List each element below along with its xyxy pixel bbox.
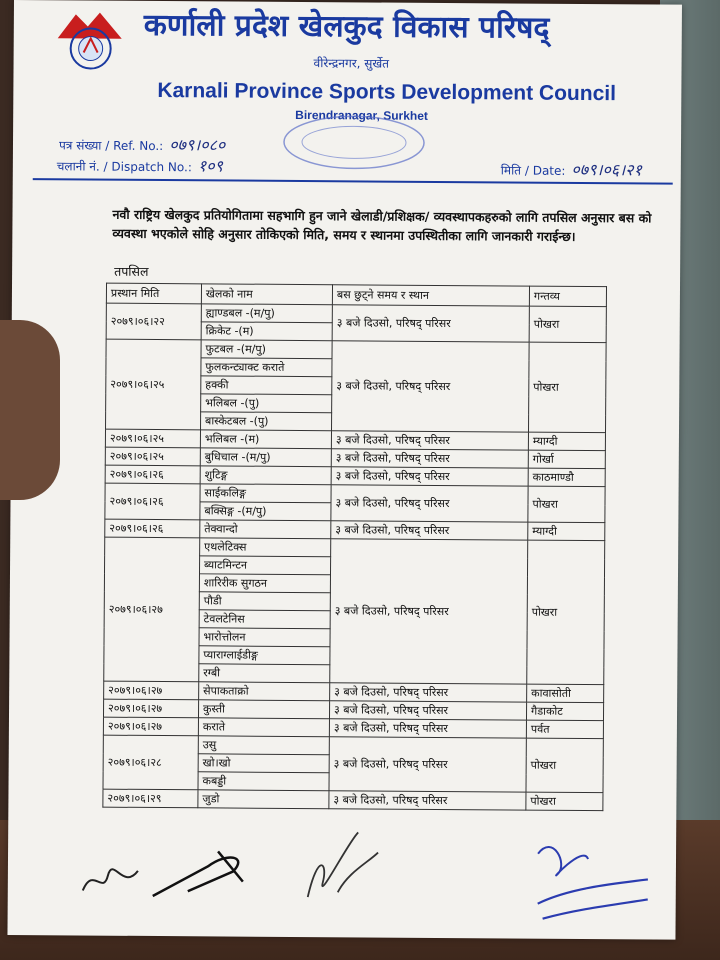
signature-1 xyxy=(78,860,148,900)
cell-sport-name: क्रिकेट -(म) xyxy=(201,322,332,341)
cell-bus-time-place: ३ बजे दिउसो, परिषद् परिसर xyxy=(329,719,526,738)
letter-date xyxy=(501,157,642,180)
council-title-nepali: कर्णाली प्रदेश खेलकुद विकास परिषद् xyxy=(143,7,550,46)
cell-bus-time-place: ३ बजे दिउसो, परिषद् परिसर xyxy=(330,683,527,702)
ref-label: पत्र संख्या / Ref. No.: xyxy=(58,138,164,154)
cell-sport-name: भारोत्तोलन xyxy=(199,628,330,647)
council-logo xyxy=(47,8,133,73)
cell-bus-time-place: ३ बजे दिउसो, परिषद् परिसर xyxy=(329,701,526,720)
cell-destination: पोखरा xyxy=(528,486,605,523)
cell-bus-time-place: ३ बजे दिउसो, परिषद् परिसर xyxy=(329,737,526,792)
cell-sport-name: कबड्डी xyxy=(198,772,329,791)
cell-sport-name: शुटिङ्ग xyxy=(200,466,331,485)
table-row xyxy=(106,339,606,360)
document-paper xyxy=(7,0,682,940)
cell-departure-date: २०७९।०६।२६ xyxy=(105,483,200,520)
holding-thumb xyxy=(0,320,60,500)
cell-bus-time-place: ३ बजे दिउसो, परिषद् परिसर xyxy=(331,431,528,450)
cell-departure-date: २०७९।०६।२७ xyxy=(103,699,198,718)
cell-departure-date: २०७९।०६।२८ xyxy=(103,735,198,790)
cell-bus-time-place: ३ बजे दिउसो, परिषद् परिसर xyxy=(331,485,528,522)
col-sport-name: खेलको नाम xyxy=(201,284,332,305)
cell-sport-name: बुधिचाल -(म/पु) xyxy=(200,448,331,467)
cell-destination: गोर्खा xyxy=(528,450,605,469)
table-row xyxy=(105,483,605,504)
cell-destination: पोखरा xyxy=(526,738,603,793)
cell-departure-date: २०७९।०६।२७ xyxy=(104,681,199,700)
cell-sport-name: उसु xyxy=(198,736,329,755)
cell-departure-date: २०७९।०६।२५ xyxy=(105,429,200,448)
cell-departure-date: २०७९।०६।२७ xyxy=(103,717,198,736)
cell-departure-date: २०७९।०६।२७ xyxy=(104,537,200,682)
cell-departure-date: २०७९।०६।२२ xyxy=(106,303,201,340)
ref-value: ०७९।०८० xyxy=(169,137,226,155)
col-destination: गन्तव्य xyxy=(529,286,606,307)
council-place-english: Birendranagar, Surkhet xyxy=(295,107,428,123)
cell-departure-date: २०७९।०६।२५ xyxy=(105,447,200,466)
table-row xyxy=(103,789,603,810)
cell-sport-name: खो।खो xyxy=(198,754,329,773)
bus-schedule-table xyxy=(102,283,607,811)
cell-destination: काठमाण्डौ xyxy=(528,468,605,487)
cell-bus-time-place: ३ बजे दिउसो, परिषद् परिसर xyxy=(330,539,528,684)
cell-bus-time-place: ३ बजे दिउसो, परिषद् परिसर xyxy=(331,467,528,486)
cell-departure-date: २०७९।०६।२५ xyxy=(106,339,202,430)
signature-and-seal-4 xyxy=(528,834,659,925)
cell-sport-name: कराते xyxy=(198,718,329,737)
cell-departure-date: २०७९।०६।२६ xyxy=(105,465,200,484)
table-row xyxy=(105,537,605,558)
cell-departure-date: २०७९।०६।२९ xyxy=(103,789,198,808)
cell-sport-name: फुटबल -(म/पु) xyxy=(201,340,332,359)
cell-destination: पोखरा xyxy=(527,540,605,685)
table-row xyxy=(103,735,603,756)
cell-departure-date: २०७९।०६।२६ xyxy=(105,519,200,538)
cell-destination: म्याग्दी xyxy=(528,432,605,451)
cell-sport-name: ह्याण्डबल -(म/पु) xyxy=(201,304,332,323)
col-departure-date: प्रस्थान मिति xyxy=(106,283,201,304)
reference-number xyxy=(59,132,225,155)
date-value: ०७९।०६।२१ xyxy=(571,161,642,180)
cell-sport-name: टेवलटेनिस xyxy=(199,610,330,629)
cell-sport-name: साईकलिङ्ग xyxy=(200,484,331,503)
official-stamp xyxy=(279,112,429,173)
cell-sport-name: सेपाकताक्रो xyxy=(199,682,330,701)
cell-destination: पर्वत xyxy=(526,720,603,739)
cell-destination: कावासोती xyxy=(527,684,604,703)
cell-sport-name: बास्केटबल -(पु) xyxy=(201,412,332,431)
council-place-nepali: वीरेन्द्रनगर, सुर्खेत xyxy=(313,56,390,71)
details-heading: तपसिल xyxy=(114,263,149,279)
cell-sport-name: बक्सिङ्ग -(म/पु) xyxy=(200,502,331,521)
cell-sport-name: फुलकन्ट्याक्ट कराते xyxy=(201,358,332,377)
col-bus-time-place: बस छुट्ने समय र स्थान xyxy=(332,285,529,306)
cell-bus-time-place: ३ बजे दिउसो, परिषद् परिसर xyxy=(332,305,529,342)
cell-sport-name: शारिरीक सुगठन xyxy=(199,574,330,593)
cell-sport-name: भलिबल -(म) xyxy=(200,430,331,449)
date-label: मिति / Date: xyxy=(500,163,566,178)
cell-sport-name: एथलेटिक्स xyxy=(200,538,331,557)
cell-destination: म्याग्दी xyxy=(528,522,605,541)
cell-sport-name: हक्की xyxy=(201,376,332,395)
cell-sport-name: प्याराग्लाईडीङ्ग xyxy=(199,646,330,665)
cell-destination: गैडाकोट xyxy=(526,702,603,721)
cell-destination: पोखरा xyxy=(526,792,603,811)
cell-destination: पोखरा xyxy=(529,306,606,343)
cell-sport-name: भलिबल -(पु) xyxy=(201,394,332,413)
signature-2 xyxy=(148,841,258,902)
table-body xyxy=(103,303,607,810)
council-title-english: Karnali Province Sports Development Council xyxy=(157,79,617,106)
dispatch-number xyxy=(57,153,223,176)
cell-sport-name: रग्बी xyxy=(199,664,330,683)
dispatch-label: चलानी नं. / Dispatch No.: xyxy=(56,159,192,175)
cell-bus-time-place: ३ बजे दिउसो, परिषद् परिसर xyxy=(329,791,526,810)
cell-bus-time-place: ३ बजे दिउसो, परिषद् परिसर xyxy=(332,341,530,432)
table-row xyxy=(106,303,606,324)
cell-sport-name: पौडी xyxy=(199,592,330,611)
dispatch-value: १०९ xyxy=(197,158,223,176)
notice-paragraph: नवौ राष्ट्रिय खेलकुद प्रतियोगितामा सहभागि हुन जाने खेलाडी/प्रशिक्षक/ व्यवस्थापकहरुको लागि तपसिल अनुसार बस को व्यवस्था भएकोले सोहि अनुसार तोकिएको मिति, समय र स्थानमा उपस्थितीका लागि जानकारी गराईन्छ। xyxy=(112,206,652,244)
cell-bus-time-place: ३ बजे दिउसो, परिषद् परिसर xyxy=(331,449,528,468)
signature-3 xyxy=(298,822,389,903)
cell-sport-name: ब्याटमिन्टन xyxy=(199,556,330,575)
cell-bus-time-place: ३ बजे दिउसो, परिषद् परिसर xyxy=(331,521,528,540)
cell-sport-name: जुडो xyxy=(198,790,329,809)
cell-sport-name: कुस्ती xyxy=(198,700,329,719)
cell-destination: पोखरा xyxy=(528,342,606,433)
cell-sport-name: तेक्वान्दो xyxy=(200,520,331,539)
